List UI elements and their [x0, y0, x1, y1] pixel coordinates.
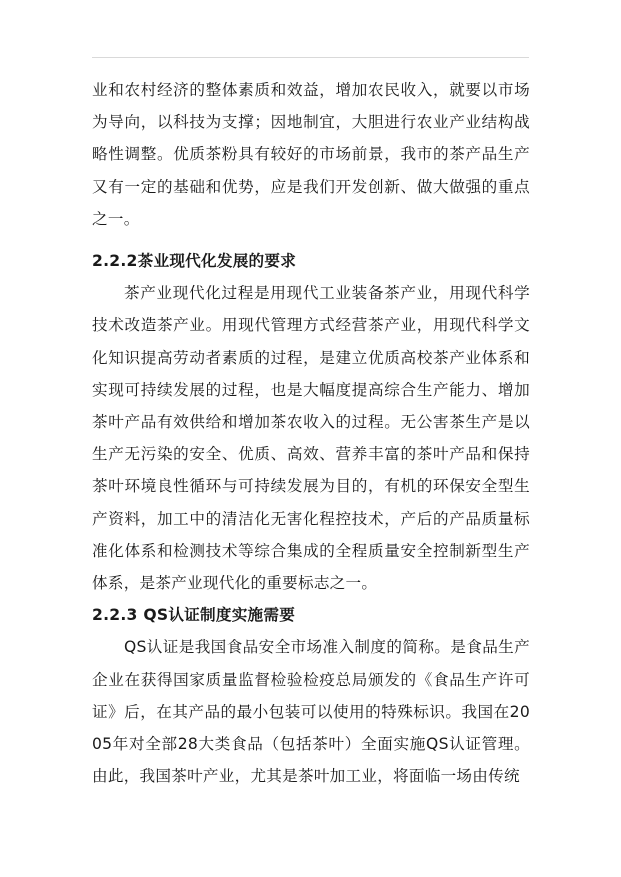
section-heading-2-2-3: 2.2.3 QS认证制度实施需要 — [92, 606, 296, 625]
intro-paragraph: 业和农村经济的整体素质和效益，增加农民收入，就要以市场为导向，以科技为支撑；因地制宜，大胆进行农业产业结构战略性调整。优质茶粉具有较好的市场前景，我市的茶产品生产又有一定的基础和优势，应是我们开发创新、做大做强的重点之一。 — [92, 81, 530, 228]
spacer — [92, 235, 530, 245]
section-body-2-2-2: 茶产业现代化过程是用现代工业装备茶产业，用现代科学技术改造茶产业。用现代管理方式经营茶产业，用现代科学文化知识提高劳动者素质的过程，是建立优质高校茶产业体系和实现可持续发展的过程，也是大幅度提高综合生产能力、增加茶叶产品有效供给和增加茶农收入的过程。无公害茶生产是以生产无污染的安全、优质、高效、营养丰富的茶叶产品和保持茶叶环境良性循环与可持续发展为目的，有机的环保安全型生产资料，加工中的清洁化无害化程控技术，产后的产品质量标准化体系和检测技术等综合集成的全程质量安全控制新型生产体系，是茶产业现代化的重要标志之一。 — [92, 284, 530, 593]
section-body-2-2-3: QS认证是我国食品安全市场准入制度的简称。是食品生产企业在获得国家质量监督检验检疫总局颁发的《食品生产许可证》后，在其产品的最小包装可以使用的特殊标识。我国在2005年对全部28大类食品（包括茶叶）全面实施QS认证管理。由此，我国茶叶产业，尤其是茶叶加工业，将面临一场由传统 — [92, 638, 530, 786]
document-body — [92, 74, 530, 792]
page-header-rule — [92, 57, 529, 58]
section-heading-2-2-2: 2.2.2茶业现代化发展的要求 — [92, 252, 297, 271]
